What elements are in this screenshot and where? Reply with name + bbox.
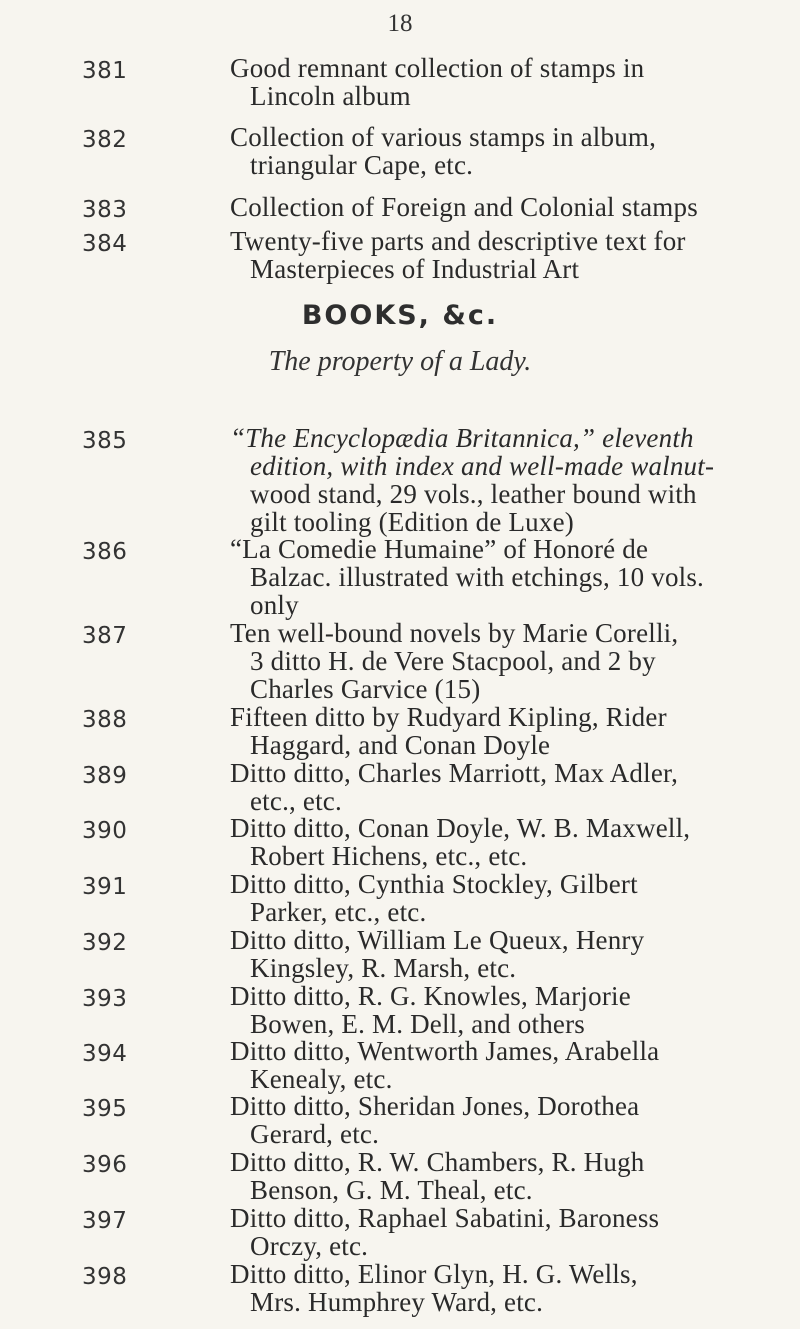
lot-line: Charles Garvice (15) [250, 674, 481, 704]
lot-description [230, 424, 790, 536]
lot-number: 383 [82, 197, 128, 223]
lot-line: Parker, etc., etc. [250, 897, 427, 927]
lot-description [230, 1092, 790, 1148]
lot-description [230, 814, 790, 870]
lot-description [230, 123, 790, 179]
section-subheading: The property of a Lady. [268, 346, 532, 377]
lot-line: edition, with index and well-made walnut- [250, 451, 715, 481]
lot-line: Ditto ditto, Wentworth James, Arabella [230, 1036, 660, 1066]
lot-number: 393 [82, 986, 128, 1012]
lot-line: gilt tooling (Edition de Luxe) [250, 507, 574, 537]
lot-number: 395 [82, 1096, 128, 1122]
lot-number: 386 [82, 539, 128, 565]
lot-line: Ditto ditto, R. G. Knowles, Marjorie [230, 981, 631, 1011]
lot-number: 392 [82, 930, 128, 956]
lot-description [230, 870, 790, 926]
lot-number: 385 [82, 428, 128, 454]
lot-description [230, 926, 790, 982]
lot-line: Ditto ditto, Charles Marriott, Max Adler, [230, 758, 679, 788]
lot-number: 398 [82, 1264, 128, 1290]
lot-description [230, 227, 790, 283]
lot-number: 397 [82, 1208, 128, 1234]
lot-line: Ditto ditto, Conan Doyle, W. B. Maxwell, [230, 813, 691, 843]
lot-line: Ditto ditto, R. W. Chambers, R. Hugh [230, 1147, 645, 1177]
lot-number: 389 [82, 763, 128, 789]
lot-line: triangular Cape, etc. [250, 150, 474, 180]
lot-description [230, 54, 790, 110]
lot-line: 3 ditto H. de Vere Stacpool, and 2 by [250, 646, 656, 676]
lot-number: 390 [82, 818, 128, 844]
lot-line: Ditto ditto, Sheridan Jones, Dorothea [230, 1091, 640, 1121]
lot-number: 391 [82, 874, 128, 900]
lot-description [230, 535, 790, 619]
lot-line: Collection of various stamps in album, [230, 122, 657, 152]
lot-description [230, 703, 790, 759]
lot-line: Bowen, E. M. Dell, and others [250, 1009, 585, 1039]
lot-line: Ditto ditto, Elinor Glyn, H. G. Wells, [230, 1259, 638, 1289]
page-number: 18 [387, 10, 413, 37]
lot-description [230, 982, 790, 1038]
lot-line: Haggard, and Conan Doyle [250, 730, 551, 760]
lot-line: “The Encyclopædia Britannica,” eleventh [230, 423, 694, 453]
lot-line: Ten well-bound novels by Marie Corelli, [230, 618, 679, 648]
lot-line: Robert Hichens, etc., etc. [250, 841, 528, 871]
lot-line: etc., etc. [250, 786, 342, 816]
lot-description [230, 1204, 790, 1260]
lot-number: 388 [82, 707, 128, 733]
lot-line: wood stand, 29 vols., leather bound with [250, 479, 697, 509]
lot-line: Benson, G. M. Theal, etc. [250, 1175, 533, 1205]
lot-number: 382 [82, 127, 128, 153]
lot-line: Orczy, etc. [250, 1231, 369, 1261]
lot-line: Mrs. Humphrey Ward, etc. [250, 1287, 544, 1317]
lot-number: 384 [82, 231, 128, 257]
lot-line: Ditto ditto, Cynthia Stockley, Gilbert [230, 869, 638, 899]
lot-line: Twenty-five parts and descriptive text for [230, 226, 686, 256]
lot-description [230, 759, 790, 815]
lot-line: Good remnant collection of stamps in [230, 53, 645, 83]
lot-line: Fifteen ditto by Rudyard Kipling, Rider [230, 702, 667, 732]
lot-line: Ditto ditto, Raphael Sabatini, Baroness [230, 1203, 660, 1233]
lot-number: 381 [82, 58, 128, 84]
lot-number: 396 [82, 1152, 128, 1178]
lot-line: Collection of Foreign and Colonial stamps [230, 192, 698, 222]
lot-line: Masterpieces of Industrial Art [250, 254, 580, 284]
lot-description [230, 619, 790, 703]
lot-line: Balzac. illustrated with etchings, 10 vols. [250, 562, 705, 592]
lot-line: Gerard, etc. [250, 1119, 380, 1149]
lot-line: Kingsley, R. Marsh, etc. [250, 953, 517, 983]
lot-line: only [250, 590, 299, 620]
lot-description [230, 1148, 790, 1204]
lot-number: 394 [82, 1041, 128, 1067]
lot-description [230, 193, 790, 221]
lot-line: Lincoln album [250, 81, 411, 111]
section-heading: BOOKS, &c. [301, 300, 499, 331]
lot-description [230, 1260, 790, 1316]
lot-line: Kenealy, etc. [250, 1064, 393, 1094]
lot-description [230, 1037, 790, 1093]
lot-number: 387 [82, 623, 128, 649]
lot-line: Ditto ditto, William Le Queux, Henry [230, 925, 645, 955]
lot-line: “La Comedie Humaine” of Honoré de [230, 534, 649, 564]
